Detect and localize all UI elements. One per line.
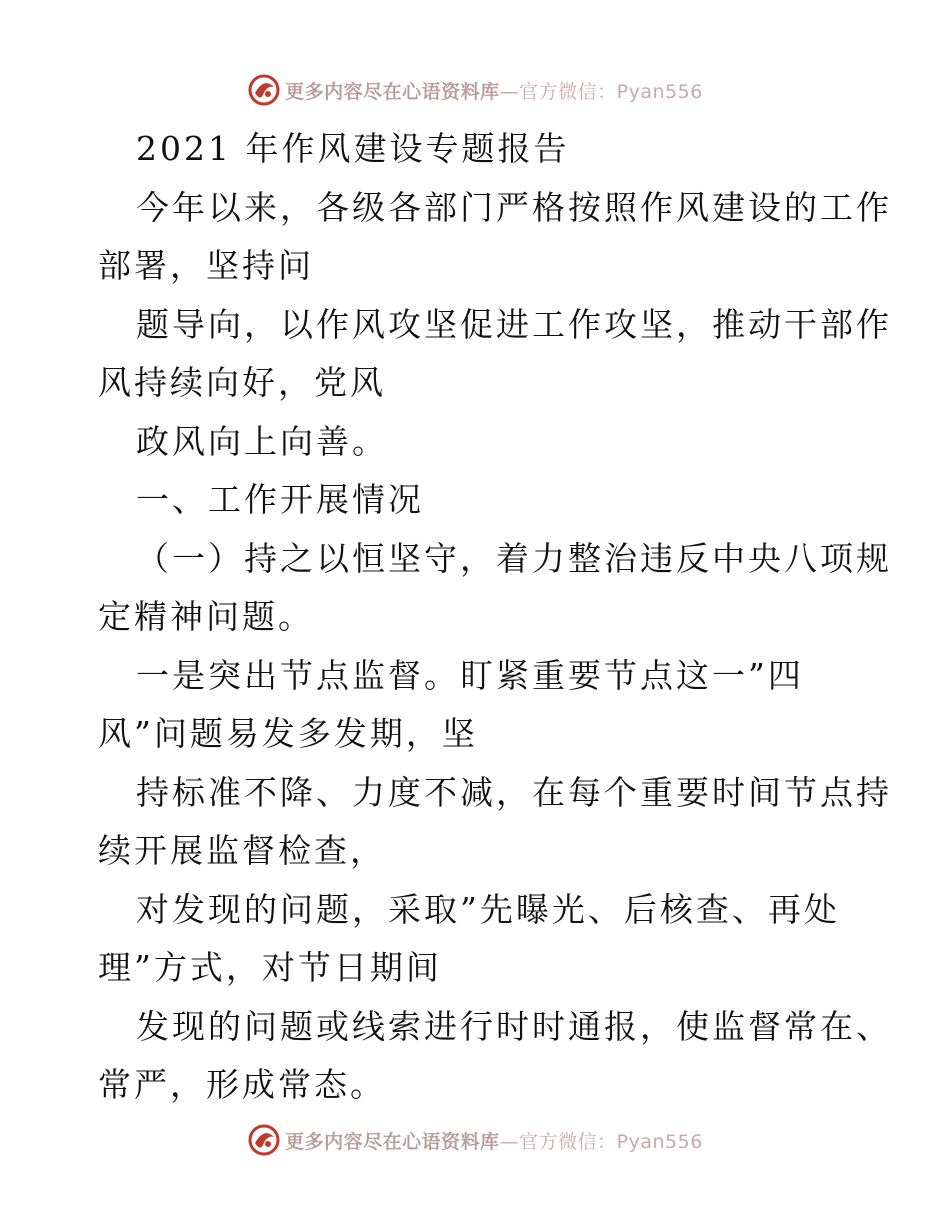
doc-line: 风持续向好，党风: [98, 363, 386, 402]
doc-line: 部署，坚持问: [98, 246, 314, 285]
doc-line: 定精神问题。: [98, 597, 314, 636]
doc-line: 发现的问题或线索进行时时通报，使监督常在、: [136, 1006, 892, 1046]
doc-line: 持标准不降、力度不减，在每个重要时间节点持: [136, 772, 892, 812]
doc-line-title: 2021 年作风建设专题报告: [136, 129, 570, 168]
doc-line-section-heading: 一、工作开展情况: [136, 480, 424, 519]
doc-line-subsection-heading: （一）持之以恒坚守，着力整治违反中央八项规: [136, 538, 892, 578]
doc-line: 常严，形成常态。: [98, 1065, 386, 1104]
watermark-separator: —: [499, 80, 520, 103]
doc-line: 政风向上向善。: [136, 421, 388, 461]
watermark-group: [247, 73, 703, 107]
red-swirl-logo-icon: [247, 1123, 281, 1157]
document-body: [98, 120, 892, 1115]
watermark-main: 更多内容尽在心语资料库: [285, 1130, 500, 1153]
doc-line: 一是突出节点监督。盯紧重要节点这一”四: [136, 655, 804, 695]
watermark-text: [285, 1127, 703, 1154]
watermark-main: 更多内容尽在心语资料库: [285, 80, 500, 103]
watermark-tail: 官方微信：Pyan556: [519, 80, 703, 103]
watermark-separator: —: [499, 1130, 520, 1153]
header-watermark: [0, 70, 950, 110]
footer-watermark: [0, 1120, 950, 1160]
doc-line: 风”问题易发多发期，坚: [98, 714, 478, 753]
red-swirl-logo-icon: [247, 73, 281, 107]
watermark-group: [247, 1123, 703, 1157]
watermark-tail: 官方微信：Pyan556: [519, 1130, 703, 1153]
doc-line: 题导向，以作风攻坚促进工作攻坚，推动干部作: [136, 304, 892, 344]
doc-line: 续开展监督检查，: [98, 831, 386, 870]
doc-line: 对发现的问题，采取”先曝光、后核查、再处: [136, 889, 840, 929]
watermark-text: [285, 77, 703, 104]
doc-line: 理”方式，对节日期间: [98, 948, 442, 987]
doc-line: 今年以来，各级各部门严格按照作风建设的工作: [136, 187, 892, 227]
